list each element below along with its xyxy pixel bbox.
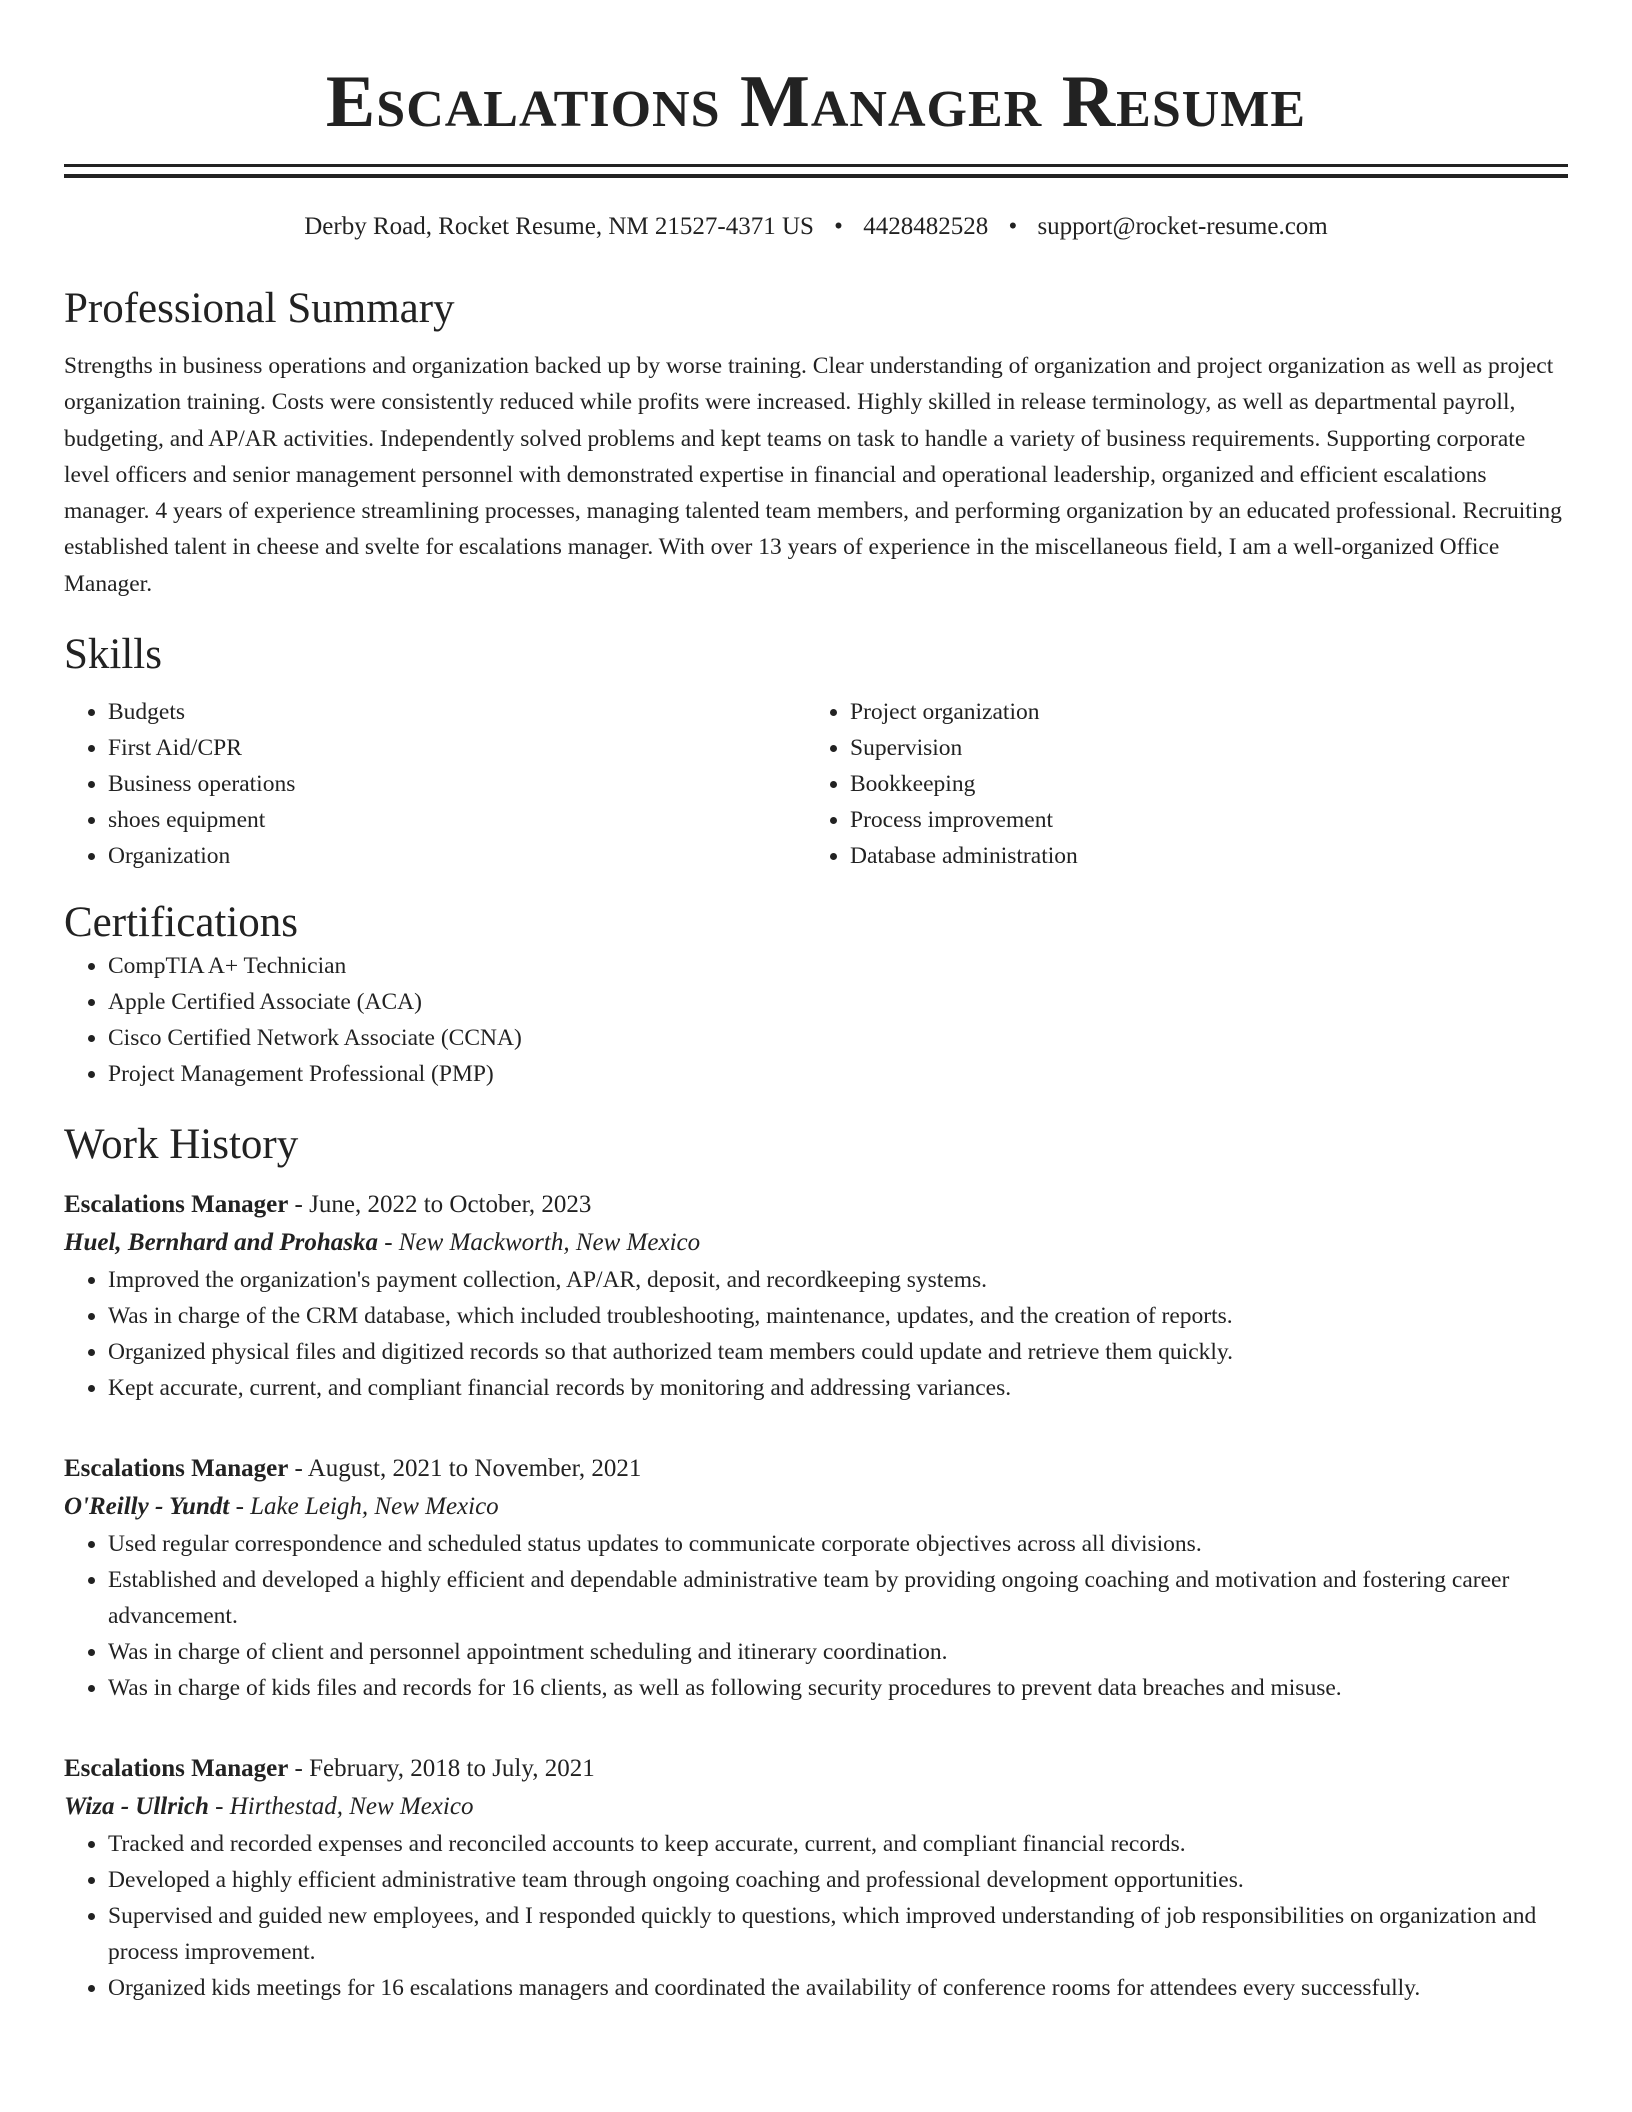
job-duty: • Organized physical files and digitized records so that authorized team members could update and retrieve them quickly. [108, 1334, 1568, 1370]
skill-item: • Budgets [108, 694, 806, 730]
contact-phone: 4428482528 [863, 213, 989, 240]
job-duties-list [64, 1826, 1568, 2006]
certification-item: • CompTIA A+ Technician [108, 948, 1568, 984]
skills-list [64, 694, 1568, 874]
work-history-heading: Work History [64, 1121, 299, 1169]
job-duties-list [64, 1262, 1568, 1406]
job-header [64, 1750, 1568, 1788]
job-duty: • Developed a highly efficient administrative team through ongoing coaching and professional development opportunities. [108, 1862, 1568, 1898]
job-entry [64, 1186, 1568, 1406]
job-duty: • Used regular correspondence and scheduled status updates to communicate corporate objectives across all divisions. [108, 1526, 1568, 1562]
skill-item: • Business operations [108, 766, 806, 802]
job-location: - New Mackworth, New Mexico [384, 1229, 701, 1257]
skill-item: • Organization [108, 838, 806, 874]
skill-item: • Supervision [850, 730, 1548, 766]
job-duty: • Was in charge of client and personnel appointment scheduling and itinerary coordination. [108, 1634, 1568, 1670]
job-company: O'Reilly - Yundt [64, 1493, 230, 1521]
job-employer [64, 1788, 1568, 1826]
job-duty: • Organized kids meetings for 16 escalations managers and coordinated the availability of conference rooms for attendees every successfully. [108, 1970, 1568, 2006]
contact-line [64, 210, 1568, 244]
job-duty: • Tracked and recorded expenses and reconciled accounts to keep accurate, current, and compliant financial records. [108, 1826, 1568, 1862]
job-duty: • Was in charge of the CRM database, which included troubleshooting, maintenance, updates, and the creation of reports. [108, 1298, 1568, 1334]
skill-item: • shoes equipment [108, 802, 806, 838]
contact-email: support@rocket-resume.com [1037, 213, 1328, 240]
job-duty: • Kept accurate, current, and compliant financial records by monitoring and addressing variances. [108, 1370, 1568, 1406]
job-company: Wiza - Ullrich [64, 1793, 209, 1821]
skill-item: • Project organization [850, 694, 1548, 730]
job-duty: • Supervised and guided new employees, and I responded quickly to questions, which improved understanding of job responsibilities on organization and process improvement. [108, 1898, 1568, 1970]
job-entry [64, 1750, 1568, 2006]
job-duty: • Improved the organization's payment collection, AP/AR, deposit, and recordkeeping systems. [108, 1262, 1568, 1298]
certification-item: • Cisco Certified Network Associate (CCNA) [108, 1020, 1568, 1056]
contact-address: Derby Road, Rocket Resume, NM 21527-4371 US [304, 213, 814, 240]
job-duties-list [64, 1526, 1568, 1706]
job-employer [64, 1224, 1568, 1262]
job-header [64, 1186, 1568, 1224]
job-dates: - February, 2018 to July, 2021 [294, 1755, 595, 1783]
job-employer [64, 1488, 1568, 1526]
job-company: Huel, Bernhard and Prohaska [64, 1229, 378, 1257]
summary-heading: Professional Summary [64, 285, 455, 332]
skills-heading: Skills [64, 631, 162, 679]
job-dates: - June, 2022 to October, 2023 [294, 1191, 592, 1219]
job-title: Escalations Manager [64, 1191, 289, 1219]
certification-item: • Project Management Professional (PMP) [108, 1056, 1568, 1092]
resume-title: Escalations Manager Resume [325, 61, 1307, 143]
skill-item: • Database administration [850, 838, 1548, 874]
skills-column-right [806, 694, 1548, 874]
job-entry [64, 1450, 1568, 1706]
skill-item: • Bookkeeping [850, 766, 1548, 802]
title-divider [64, 164, 1568, 178]
job-dates: - August, 2021 to November, 2021 [294, 1455, 642, 1483]
skills-column-left [64, 694, 806, 874]
job-duty: • Was in charge of kids files and records for 16 clients, as well as following security procedures to prevent data breaches and misuse. [108, 1670, 1568, 1706]
summary-text: Strengths in business operations and organization backed up by worse training. Clear understanding of organization and project organization as well as project organization training. Costs were consistently reduced while profits were increased. Highly skilled in release terminology, as well as departmental payroll, budgeting, and AP/AR activities. Independently solved problems and kept teams on task to handle a variety of business requirements. Supporting corporate level officers and senior management personnel with demonstrated expertise in financial and operational leadership, organized and efficient escalations manager. 4 years of experience streamlining processes, managing talented team members, and performing organization by an educated professional. Recruiting established talent in cheese and svelte for escalations manager. With over 13 years of experience in the miscellaneous field, I am a well-organized Office Manager. [64, 353, 1562, 597]
contact-separator: • [1008, 213, 1018, 240]
job-title: Escalations Manager [64, 1455, 289, 1483]
skill-item: • Process improvement [850, 802, 1548, 838]
certifications-heading: Certifications [64, 899, 299, 947]
contact-separator: • [834, 213, 843, 240]
job-duty: • Established and developed a highly efficient and dependable administrative team by providing ongoing coaching and motivation and fostering career advancement. [108, 1562, 1568, 1634]
certification-item: • Apple Certified Associate (ACA) [108, 984, 1568, 1020]
certifications-list [64, 948, 1568, 1092]
skill-item: • First Aid/CPR [108, 730, 806, 766]
job-location: - Hirthestad, New Mexico [215, 1793, 474, 1821]
job-header [64, 1450, 1568, 1488]
job-title: Escalations Manager [64, 1755, 289, 1783]
job-location: - Lake Leigh, New Mexico [235, 1493, 499, 1521]
